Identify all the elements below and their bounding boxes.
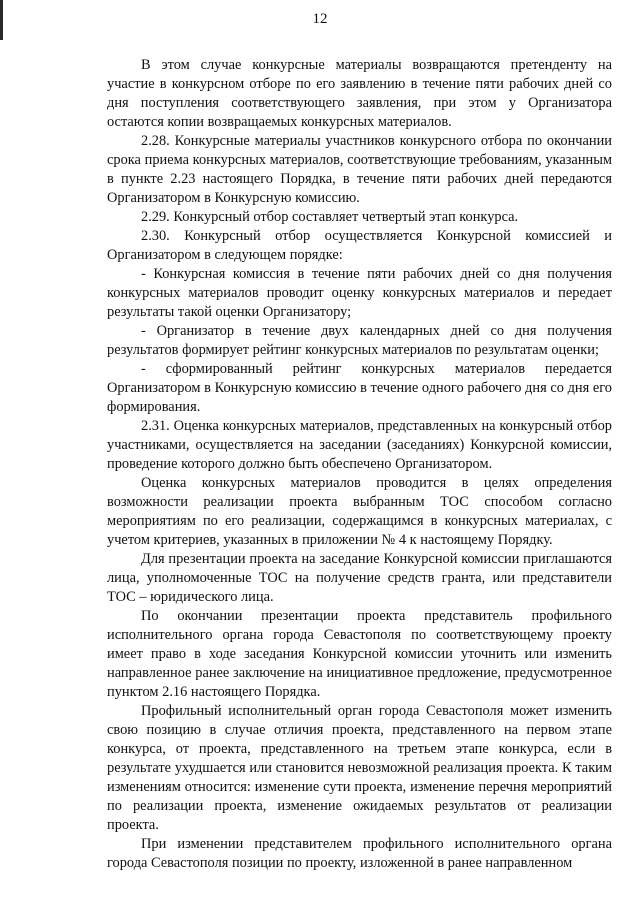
list-item: - Организатор в течение двух календарных дней со дня получения результатов формирует рейтинг конкурсных материалов по результатам оценки; <box>107 323 612 358</box>
paragraph: В этом случае конкурсные материалы возвращаются претенденту на участие в конкурсном отборе по его заявлению в течение пяти рабочих дней со дня поступления соответствующего заявления, при этом у Организатора остаются копии возвращаемых конкурсных материалов. <box>107 57 612 130</box>
paragraph: Оценка конкурсных материалов проводится в целях определения возможности реализации проекта выбранным ТОС способом согласно мероприятиям по его реализации, содержащимся в конкурсных материалах, с учетом критериев, указанных в приложении № 4 к настоящему Порядку. <box>107 475 612 548</box>
paragraph: 2.30. Конкурсный отбор осуществляется Конкурсной комиссией и Организатором в следующем порядке: <box>107 228 612 263</box>
list-item: - сформированный рейтинг конкурсных материалов передается Организатором в Конкурсную комиссию в течение одного рабочего дня со дня его формирования. <box>107 361 612 415</box>
document-body <box>107 56 612 873</box>
paragraph: 2.28. Конкурсные материалы участников конкурсного отбора по окончании срока приема конкурсных материалов, соответствующие требованиям, указанным в пункте 2.23 настоящего Порядка, в течение пяти рабочих дней передаются Организатором в Конкурсную комиссию. <box>107 133 612 206</box>
paragraph: По окончании презентации проекта представитель профильного исполнительного органа города Севастополя по соответствующему проекту имеет право в ходе заседания Конкурсной комиссии уточнить или изменить направленное ранее заключение на инициативное предложение, предусмотренное пунктом 2.16 настоящего Порядка. <box>107 608 612 700</box>
list-item: - Конкурсная комиссия в течение пяти рабочих дней со дня получения конкурсных материалов проводит оценку конкурсных материалов и передает результаты такой оценки Организатору; <box>107 266 612 320</box>
paragraph: Для презентации проекта на заседание Конкурсной комиссии приглашаются лица, уполномоченные ТОС на получение средств гранта, или представители ТОС – юридического лица. <box>107 551 612 605</box>
paragraph: Профильный исполнительный орган города Севастополя может изменить свою позицию в случае отличия проекта, представленного на первом этапе конкурса, от проекта, представленного на третьем этапе конкурса, если в результате ухудшается или становится невозможной реализация проекта. К таким изменениям относится: изменение сути проекта, изменение перечня мероприятий по реализации проекта, изменение ожидаемых результатов от реализации проекта. <box>107 703 612 833</box>
paragraph: При изменении представителем профильного исполнительного органа города Севастополя позиции по проекту, изложенной в ранее направленном <box>107 836 612 871</box>
paragraph: 2.29. Конкурсный отбор составляет четвертый этап конкурса. <box>141 209 519 225</box>
page-number: 12 <box>312 11 328 27</box>
paragraph: 2.31. Оценка конкурсных материалов, представленных на конкурсный отбор участниками, осуществляется на заседании (заседаниях) Конкурсной комиссии, проведение которого должно быть обеспечено Организатором. <box>107 418 612 472</box>
